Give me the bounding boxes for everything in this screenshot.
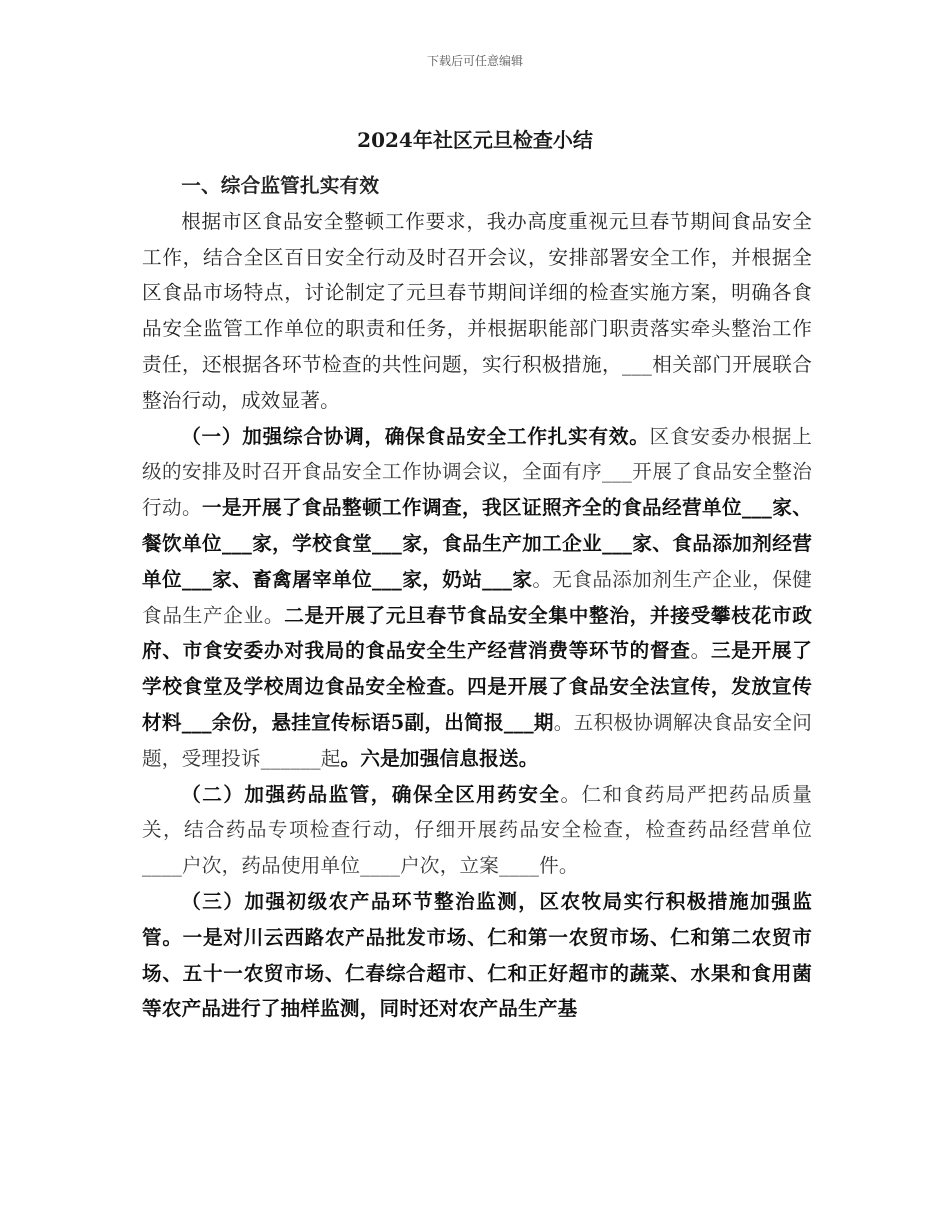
text-segment: 区食安委办根据上级的安排及时召开食品安全工作协调会议，全面有序___开展了食品安全整治行动。 (142, 424, 812, 520)
subheading-agriculture: （三）加强初级农产品环节整治监测，区农牧局实行积极措施加强监管。一是对川云西路农产品批发市场、仁和第一农贸市场、仁和第二农贸市场、五十一农贸市场、仁春综合超市、仁和正好超市的蔬菜、水果和食用菌等农产品进行了抽样监测，同时还对农产品生产基 (142, 889, 812, 1021)
section-heading: 一、综合监管扎实有效 (181, 174, 380, 197)
paragraph-intro: 根据市区食品安全整顿工作要求，我办高度重视元旦春节期间食品安全工作，结合全区百日安全行动及时召开会议，安排部署安全工作，并根据全区食品市场特点，讨论制定了元旦春节期间详细的检查实施方案，明确各食品安全监管工作单位的职责和任务，并根据职能部门职责落实牵头整治工作责任，还根据各环节检查的共性问题，实行积极措施，___相关部门开展联合整治行动，成效显著。 (142, 209, 812, 412)
text-segment: 。 (690, 639, 711, 663)
text-segment: 。无食品添加剂生产企业，保健食品生产企业。 (142, 567, 812, 627)
text-segment-bold: 三是开展了学校食堂及学校周边食品安全检查。四是开展了食品安全法宣传，发放宣传材料___余份，悬挂宣传标语5副，出简报___期 (142, 639, 813, 734)
paragraph-agriculture (142, 884, 812, 1027)
text-segment: 。仁和食药局严把药品质量关，结合药品专项检查行动，仔细开展药品安全检查，检查药品经营单位____户次，药品使用单位____户次，立案____件。 (142, 782, 812, 878)
paragraph-coordination (142, 419, 812, 777)
text-segment: 。五积极协调解决食品安全问题，受理投诉______起 (142, 710, 812, 770)
document-title: 2024年社区元旦检查小结 (357, 128, 593, 152)
page-header-note: 下载后可任意编辑 (426, 54, 523, 68)
text-segment-bold: 。六是加强信息报送。 (340, 746, 539, 770)
subheading-coordination: （一）加强综合协调，确保食品安全工作扎实有效。 (181, 424, 650, 448)
text-segment-bold: 二是开展了元旦春节食品安全集中整治，并接受攀枝花市政府、市食安委办对我局的食品安全生产经营消费等环节的督查 (142, 603, 812, 663)
subheading-drug: （二）加强药品监管，确保全区用药安全 (181, 782, 561, 806)
document-body (142, 168, 812, 1027)
text-segment-bold: 一是开展了食品整顿工作调查，我区证照齐全的食品经营单位___家、餐饮单位___家，学校食堂___家，食品生产加工企业___家、食品添加剂经营单位___家、畜禽屠宰单位___家，奶站___家 (142, 496, 812, 591)
paragraph-drug-supervision (142, 777, 812, 884)
